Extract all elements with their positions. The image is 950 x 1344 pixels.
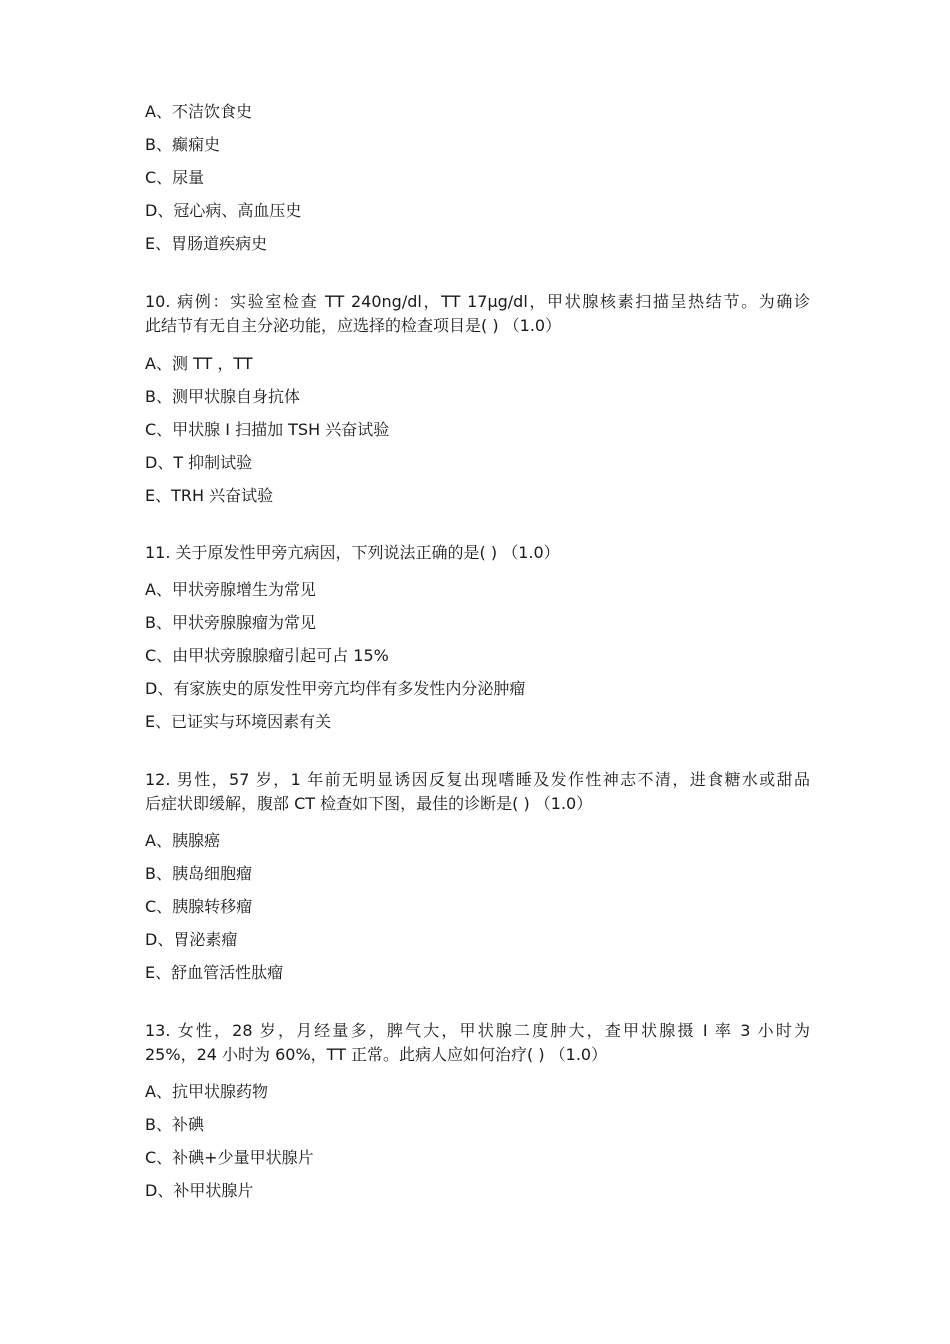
q12-stem-line2: 后症状即缓解，腹部 CT 检查如下图，最佳的诊断是( ) （1.0） (145, 794, 593, 813)
q11-option-a: A、甲状旁腺增生为常见 (145, 580, 316, 599)
q10-option-a: A、测 TT ，TT (145, 354, 253, 373)
q13-option-a: A、抗甲状腺药物 (145, 1082, 268, 1101)
q12-stem (145, 768, 810, 816)
q12-option-d: D、胃泌素瘤 (145, 930, 238, 949)
q12-stem-line1: 12. 男性，57 岁，1 年前无明显诱因反复出现嗜睡及发作性神志不清，进食糖水或甜品 (145, 770, 810, 789)
q11-option-c: C、由甲状旁腺腺瘤引起可占 15% (145, 646, 389, 665)
q9-option-c: C、尿量 (145, 168, 205, 187)
q9-option-e: E、胃肠道疾病史 (145, 234, 268, 253)
q10-stem-line1: 10. 病例：实验室检查 TT 240ng/dl，TT 17μg/dl，甲状腺核素扫描呈热结节。为确诊 (145, 292, 810, 311)
q12-option-b: B、胰岛细胞瘤 (145, 864, 252, 883)
q12-option-a: A、胰腺癌 (145, 831, 220, 850)
q11-option-b: B、甲状旁腺腺瘤为常见 (145, 613, 316, 632)
q12-option-c: C、胰腺转移瘤 (145, 897, 253, 916)
q10-option-e: E、TRH 兴奋试验 (145, 486, 274, 505)
q12-option-e: E、舒血管活性肽瘤 (145, 963, 284, 982)
q11-stem: 11. 关于原发性甲旁亢病因，下列说法正确的是( ) （1.0） (145, 543, 560, 562)
q10-option-d: D、T 抑制试验 (145, 453, 253, 472)
q13-stem-line1: 13. 女性，28 岁，月经量多，脾气大，甲状腺二度肿大，查甲状腺摄 I 率 3 小时为 (145, 1021, 810, 1040)
q10-stem (145, 290, 810, 338)
q13-stem (145, 1019, 810, 1067)
q11-option-e: E、已证实与环境因素有关 (145, 712, 332, 731)
q9-option-a: A、不洁饮食史 (145, 102, 252, 121)
q11-option-d: D、有家族史的原发性甲旁亢均伴有多发性内分泌肿瘤 (145, 679, 526, 698)
q9-option-b: B、癫痫史 (145, 135, 220, 154)
q13-option-d: D、补甲状腺片 (145, 1181, 254, 1200)
q13-stem-line2: 25%，24 小时为 60%，TT 正常。此病人应如何治疗( ) （1.0） (145, 1045, 608, 1064)
q9-option-d: D、冠心病、高血压史 (145, 201, 302, 220)
q10-option-c: C、甲状腺 I 扫描加 TSH 兴奋试验 (145, 420, 390, 439)
q10-stem-line2: 此结节有无自主分泌功能，应选择的检查项目是( ) （1.0） (145, 316, 562, 335)
q10-option-b: B、测甲状腺自身抗体 (145, 387, 300, 406)
q13-option-c: C、补碘+少量甲状腺片 (145, 1148, 314, 1167)
q13-option-b: B、补碘 (145, 1115, 204, 1134)
